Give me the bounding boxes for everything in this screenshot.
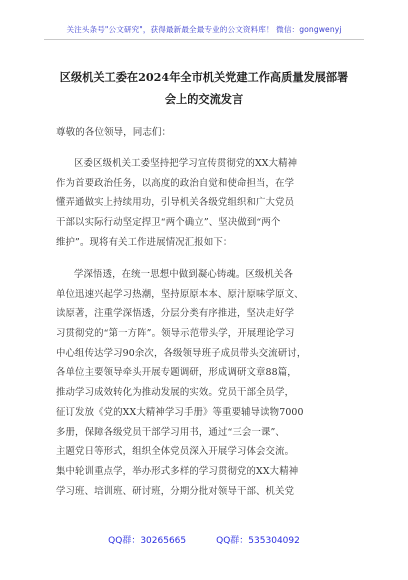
text-line: 习贯彻党的“第一方阵”。领导示范带头学，开展理论学习 [56, 328, 295, 340]
document-title [44, 66, 364, 110]
text-line: 各单位主要领导牵头开展专题调研，形成调研文章88篇， [56, 367, 297, 379]
text-line: 作为首要政治任务，以高度的政治自觉和使命担当，在学 [56, 177, 295, 189]
title-line: 区级机关工委在2024年全市机关党建工作高质量发展部署 [59, 70, 349, 84]
text-line: 学习班、培训班、研讨班，分期分批对领导干部、机关党 [56, 485, 295, 497]
title-line: 会上的交流发言 [164, 92, 244, 106]
text-line: 集中轮训重点学，举办形式多样的学习贯彻党的XX大精神 [56, 465, 299, 477]
text-line: 单位迅速兴起学习热潮，坚持原原本本、原汁原味学原文、 [56, 288, 304, 300]
salutation: 尊敬的各位领导，同志们： [56, 127, 172, 138]
footer-contact [0, 533, 408, 546]
text-line: 推动学习成效转化为推动发展的实效。党员干部全员学， [56, 387, 295, 399]
text-line: 干部以实际行动坚定捍卫“两个确立”、坚决做到“两个 [56, 217, 281, 229]
text-line: 学深悟透，在统一思想中做到凝心铸魂。区级机关各 [74, 269, 294, 280]
paragraph-intro [56, 154, 356, 252]
text-line: 主题党日等形式，组织全体党员深入开展学习体会交流。 [56, 446, 295, 458]
text-line: 区委区级机关工委坚持把学习宣传贯彻党的XX大精神 [74, 158, 298, 169]
footer-qq-group-2: QQ群：535304092 [216, 536, 300, 546]
text-line: 中心组传达学习90余次，各级领导班子成员带头交流研讨， [56, 347, 307, 359]
paragraph-study [56, 265, 356, 501]
text-line: 征订发放《党的XX大精神学习手册》等重要辅导读物7000 [56, 406, 304, 418]
footer-qq-group-1: QQ群：30265665 [108, 536, 187, 546]
header-banner: 关注头条号"公文研究"，获得最新最全最专业的公文资料库！ 微信：gongwenyj [66, 25, 342, 34]
text-line: 维护”。现将有关工作进展情况汇报如下： [56, 236, 233, 248]
text-line: 懂弄通做实上持续用功，引导机关各级党组织和广大党员 [56, 197, 295, 209]
header-divider [44, 39, 364, 40]
text-line: 多册，保障各级党员干部学习用书，通过“三会一课”、 [56, 426, 285, 438]
text-line: 读原著，注重学深悟透，分层分类有序推进，坚决走好学 [56, 308, 295, 320]
